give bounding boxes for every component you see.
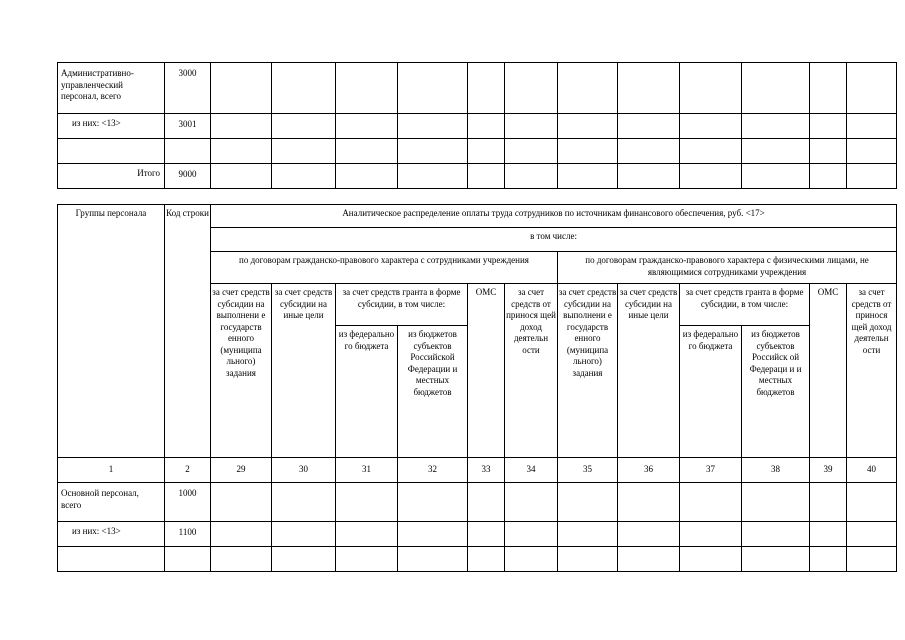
row-label [58,139,165,164]
section-b-header: по договорам гражданско-правового характера с физическими лицами, не являющимися сотрудниками учреждения [558,252,897,284]
column-number: 31 [336,458,398,483]
table-row-total [58,164,897,189]
a-grant-federal-header: из федерально го бюджета [336,326,398,458]
row-label: Основной персонал, всего [58,483,165,522]
b-grant-regional-header: из бюджетов субъектов Российск ой Федераци и и местных бюджетов [742,326,810,458]
table-title: Аналитическое распределение оплаты труда сотрудников по источникам финансового обеспечения, руб. <17> [211,205,897,228]
column-number: 33 [468,458,505,483]
column-number: 30 [272,458,336,483]
b-income-header: за счет средств от принося щей доход деятельн ости [847,284,897,458]
a-income-header: за счет средств от принося щей доход деятельн ости [505,284,558,458]
row-label: из них: <13> [58,114,165,139]
column-number: 39 [810,458,847,483]
groups-header: Группы персонала [58,205,165,458]
row-code [165,547,211,572]
b-oms-header: ОМС [810,284,847,458]
salary-distribution-table [57,204,897,572]
total-code: 9000 [165,164,211,189]
b-grant-header: за счет средств гранта в форме субсидии, в том числе: [680,284,810,326]
top-summary-table [57,62,897,189]
column-number: 40 [847,458,897,483]
row-label: Административно-управленческий персонал, всего [58,63,165,114]
column-number: 2 [165,458,211,483]
column-number: 36 [618,458,680,483]
row-code: 1000 [165,483,211,522]
table-row [58,114,897,139]
table-row [58,139,897,164]
code-header: Код строки [165,205,211,458]
table-row [58,547,897,572]
row-code: 1100 [165,522,211,547]
column-numbers-row [58,458,897,483]
table-row [58,522,897,547]
b-grant-federal-header: из федерально го бюджета [680,326,742,458]
a-subsidy-task-header: за счет средств субсидии на выполнени е государств енного (муниципа льного) задания [211,284,272,458]
a-subsidy-other-header: за счет средств субсидии на иные цели [272,284,336,458]
column-number: 29 [211,458,272,483]
a-grant-regional-header: из бюджетов субъектов Российской Федерации и местных бюджетов [398,326,468,458]
column-number: 37 [680,458,742,483]
table-row [58,483,897,522]
table-row [58,63,897,114]
column-number: 34 [505,458,558,483]
row-label: из них: <13> [58,522,165,547]
column-number: 32 [398,458,468,483]
b-subsidy-other-header: за счет средств субсидии на иные цели [618,284,680,458]
row-code [165,139,211,164]
total-label: Итого [58,164,165,189]
column-number: 1 [58,458,165,483]
section-a-header: по договорам гражданско-правового характера с сотрудниками учреждения [211,252,558,284]
a-oms-header: ОМС [468,284,505,458]
b-subsidy-task-header: за счет средств субсидии на выполнени е государств енного (муниципа льного) задания [558,284,618,458]
column-number: 35 [558,458,618,483]
row-label [58,547,165,572]
including-header: в том числе: [211,228,897,252]
row-code: 3001 [165,114,211,139]
row-code: 3000 [165,63,211,114]
column-number: 38 [742,458,810,483]
a-grant-header: за счет средств гранта в форме субсидии, в том числе: [336,284,468,326]
